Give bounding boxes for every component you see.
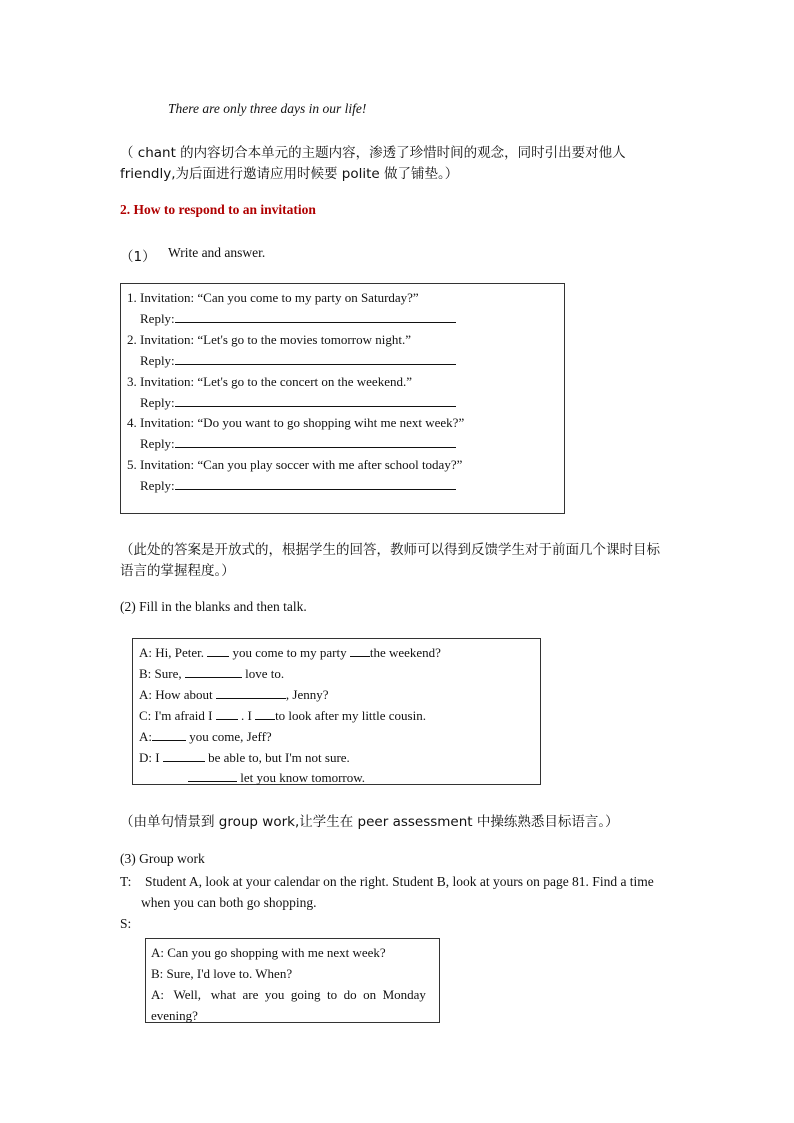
part2-title: (2) Fill in the blanks and then talk.	[120, 599, 307, 614]
dialogue-line-6: D: I be able to, but I'm not sure.	[139, 750, 350, 765]
reply-line-5: Reply:	[140, 478, 456, 494]
dialogue-line-3: A: How about , Jenny?	[139, 687, 329, 702]
fill-in-dialogue-box	[132, 638, 541, 785]
dialogue-line-7: let you know tomorrow.	[188, 770, 365, 786]
group-dialogue-line-4: evening?	[151, 1008, 198, 1023]
student-label: S:	[120, 916, 132, 931]
reply-line-3: Reply:	[140, 395, 456, 411]
dialogue-line-4: C: I'm afraid I . I to look after my little cousin.	[139, 708, 426, 723]
part1-title: Write and answer.	[168, 245, 266, 260]
invitation-1: 1. Invitation: “Can you come to my party on Saturday?”	[127, 290, 419, 305]
teaching-note-2-line1: （此处的答案是开放式的，根据学生的回答，教师可以得到反馈学生对于前面几个课时目标	[120, 542, 660, 558]
group-dialogue-line-1: A: Can you go shopping with me next week?	[151, 945, 386, 960]
part1-label: （1）	[120, 249, 156, 265]
reply-line-1: Reply:	[140, 311, 456, 327]
chant-line: There are only three days in our life!	[168, 101, 367, 116]
group-work-dialogue-box	[145, 938, 440, 1023]
group-dialogue-line-2: B: Sure, I'd love to. When?	[151, 966, 293, 981]
teaching-note-2-line2: 语言的掌握程度。）	[120, 563, 235, 579]
teaching-note-1-line1: （ chant 的内容切合本单元的主题内容，渗透了珍惜时间的观念，同时引出要对他人	[120, 145, 626, 161]
reply-line-2: Reply:	[140, 353, 456, 369]
teacher-line-1: Student A, look at your calendar on the right. Student B, look at yours on page 81. Find a time	[145, 874, 654, 889]
invitation-3: 3. Invitation: “Let's go to the concert on the weekend.”	[127, 374, 412, 389]
reply-line-4: Reply:	[140, 436, 456, 452]
invitation-2: 2. Invitation: “Let's go to the movies tomorrow night.”	[127, 332, 411, 347]
teacher-label: T:	[120, 874, 132, 889]
teacher-line-2: when you can both go shopping.	[141, 895, 317, 910]
section-title: 2. How to respond to an invitation	[120, 202, 316, 217]
part3-title: (3) Group work	[120, 851, 205, 866]
dialogue-line-1: A: Hi, Peter. you come to my party the weekend?	[139, 645, 441, 660]
dialogue-line-5: A: you come, Jeff?	[139, 729, 272, 744]
invitation-box	[120, 283, 565, 514]
invitation-4: 4. Invitation: “Do you want to go shopping wiht me next week?”	[127, 415, 465, 430]
invitation-5: 5. Invitation: “Can you play soccer with me after school today?”	[127, 457, 463, 472]
dialogue-line-2: B: Sure, love to.	[139, 666, 285, 681]
teaching-note-3: （由单句情景到 group work,让学生在 peer assessment 中操练熟悉目标语言。）	[120, 814, 619, 830]
teaching-note-1-line2: friendly,为后面进行邀请应用时候要 polite 做了铺垫。）	[120, 166, 459, 182]
group-dialogue-line-3: A: Well, what are you going to do on Monday	[151, 987, 426, 1002]
